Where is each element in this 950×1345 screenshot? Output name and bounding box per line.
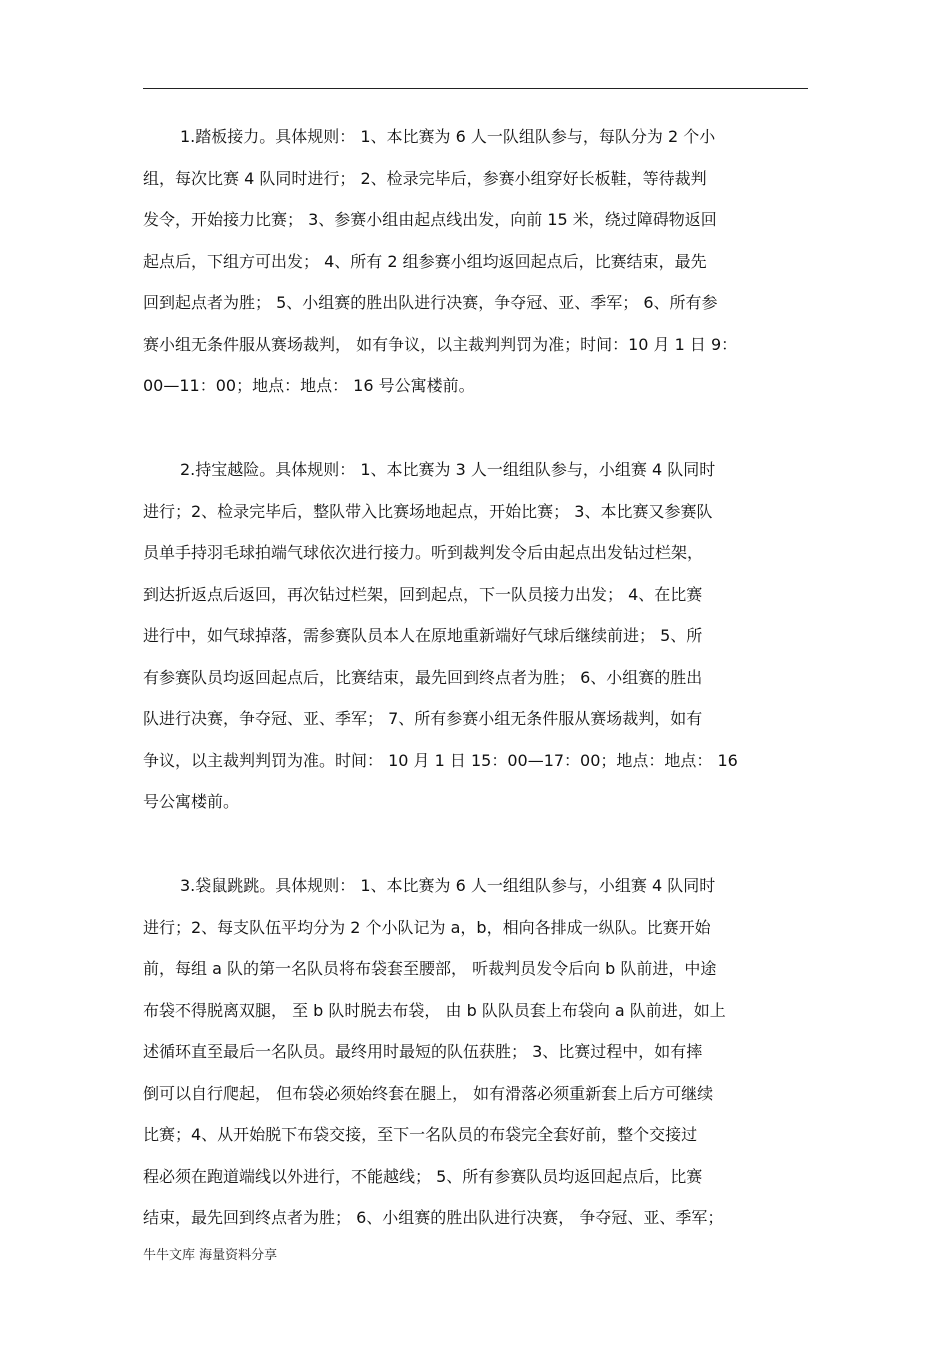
paragraph-line: 组，每次比赛 4 队同时进行； 2、检录完毕后，参赛小组穿好长板鞋，等待裁判 — [143, 168, 707, 188]
section-treasure-crossing — [143, 449, 813, 823]
paragraph-line: 员单手持羽毛球拍端气球依次进行接力。听到裁判发令后由起点出发钻过栏架， — [143, 543, 704, 562]
paragraph-line: 1.踏板接力。具体规则： 1、本比赛为 6 人一队组队参与，每队分为 2 个小 — [180, 127, 716, 146]
paragraph-line: 有参赛队员均返回起点后，比赛结束，最先回到终点者为胜； 6、小组赛的胜出 — [143, 667, 703, 687]
paragraph-line: 赛小组无条件服从赛场裁判， 如有争议，以主裁判判罚为准；时间：10 月 1 日 9： — [143, 334, 738, 354]
paragraph-line: 述循环直至最后一名队员。最终用时最短的队伍获胜； 3、比赛过程中，如有摔 — [143, 1042, 703, 1061]
page-footer: 牛牛文库 海量资料分享 — [143, 1248, 278, 1263]
paragraph-line: 进行；2、每支队伍平均分为 2 个小队记为 a，b，相向各排成一纵队。比赛开始 — [143, 917, 711, 937]
paragraph-line: 2.持宝越险。具体规则： 1、本比赛为 3 人一组组队参与，小组赛 4 队同时 — [180, 460, 716, 479]
paragraph-line: 结束，最先回到终点者为胜； 6、小组赛的胜出队进行决赛， 争夺冠、亚、季军； — [143, 1208, 724, 1227]
paragraph-line: 3.袋鼠跳跳。具体规则： 1、本比赛为 6 人一组组队参与，小组赛 4 队同时 — [180, 876, 716, 895]
paragraph-line: 队进行决赛，争夺冠、亚、季军； 7、所有参赛小组无条件服从赛场裁判，如有 — [143, 709, 703, 728]
paragraph-line: 到达折返点后返回，再次钻过栏架，回到起点，下一队员接力出发； 4、在比赛 — [143, 584, 703, 604]
paragraph-line: 程必须在跑道端线以外进行，不能越线； 5、所有参赛队员均返回起点后，比赛 — [143, 1166, 703, 1186]
paragraph-line: 进行；2、检录完毕后，整队带入比赛场地起点，开始比赛； 3、本比赛又参赛队 — [143, 501, 713, 521]
section-kangaroo-jump — [143, 865, 813, 1239]
paragraph-line: 前，每组 a 队的第一名队员将布袋套至腰部， 听裁判员发令后向 b 队前进，中途 — [143, 959, 717, 978]
paragraph-line: 发令，开始接力比赛； 3、参赛小组由起点线出发，向前 15 米，绕过障碍物返回 — [143, 210, 717, 229]
section-pedal-relay — [143, 116, 813, 407]
paragraph-line: 布袋不得脱离双腿， 至 b 队时脱去布袋， 由 b 队队员套上布袋向 a 队前进，如上 — [143, 1000, 726, 1020]
paragraph-line: 号公寓楼前。 — [143, 792, 240, 811]
header-rule — [143, 88, 808, 89]
paragraph-line: 00—11：00；地点：地点： 16 号公寓楼前。 — [143, 376, 475, 395]
paragraph-line: 倒可以自行爬起， 但布袋必须始终套在腿上， 如有滑落必须重新套上后方可继续 — [143, 1083, 714, 1103]
paragraph-line: 争议，以主裁判判罚为准。时间： 10 月 1 日 15：00—17：00；地点：地点： 16 — [143, 750, 738, 770]
paragraph-line: 进行中，如气球掉落，需参赛队员本人在原地重新端好气球后继续前进； 5、所 — [143, 626, 703, 645]
paragraph-line: 起点后，下组方可出发； 4、所有 2 组参赛小组均返回起点后，比赛结束，最先 — [143, 251, 707, 271]
paragraph-line: 回到起点者为胜； 5、小组赛的胜出队进行决赛，争夺冠、亚、季军； 6、所有参 — [143, 293, 718, 312]
paragraph-line: 比赛；4、从开始脱下布袋交接，至下一名队员的布袋完全套好前，整个交接过 — [143, 1125, 698, 1144]
